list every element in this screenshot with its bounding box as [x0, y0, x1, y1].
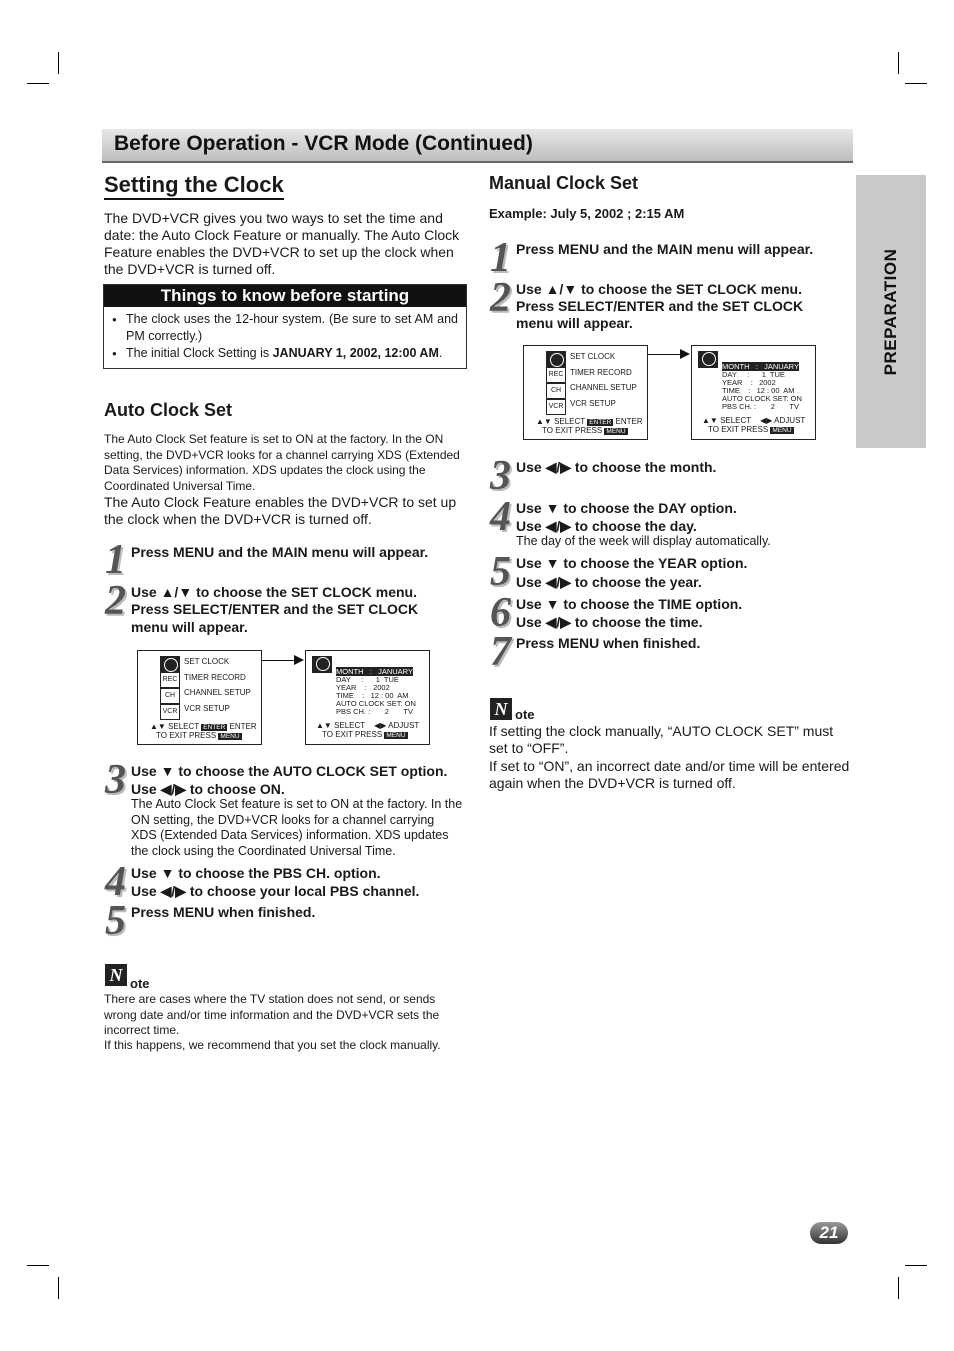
page-number: 21 [810, 1222, 848, 1244]
step-text: Use ▼ to choose the TIME option. [516, 596, 743, 612]
clock-settings: MONTH : JANUARY DAY : 1 TUE YEAR : 2002 TIME : 12 : 00 AM AUTO CLOCK SET: ON PBS CH. : 2 TV [722, 362, 802, 411]
auto-clock-paragraph: The Auto Clock Set feature is set to ON at the factory. In the ON setting, the DVD+VCR looks for a channel carrying XDS (Extended Data Services) information. XDS updates the clock using the Coordinated Universal Time. [104, 432, 460, 493]
step-text: Press SELECT/ENTER and the SET CLOCK [516, 298, 804, 314]
arrow-icon [680, 349, 690, 359]
menu-item: SET CLOCK [184, 657, 230, 666]
arrow-line [262, 660, 296, 661]
arrow-line [648, 354, 682, 355]
arrow-icon [294, 655, 304, 665]
example-text: Example: July 5, 2002 ; 2:15 AM [489, 206, 685, 221]
note-text: If setting the clock manually, “AUTO CLOCK SET” must set to “OFF”. [489, 723, 834, 756]
step-number: 4 [490, 494, 511, 540]
step-text: Press SELECT/ENTER and the SET CLOCK [131, 601, 419, 617]
timer-record-icon: REC [546, 367, 566, 383]
step-text: Use ▼ to choose the DAY option. [516, 500, 737, 516]
list-item-text: The initial Clock Setting is [126, 346, 273, 360]
screen-footer: TO EXIT PRESS MENU [322, 730, 406, 739]
clock-icon [312, 656, 332, 673]
note-label: ote [130, 976, 150, 991]
step-number: 3 [105, 757, 126, 803]
step-number: 3 [490, 453, 511, 499]
menu-item: VCR SETUP [570, 399, 616, 408]
step-text: Use ▲/▼ to choose the SET CLOCK menu. [516, 281, 802, 297]
crop-mark [898, 1277, 899, 1299]
crop-mark [898, 52, 899, 74]
note-text: There are cases where the TV station does not send, or sends wrong date and/or time information and the DVD+VCR sets the incorrect time. [104, 992, 440, 1037]
step-text: Use ◀/▶ to choose your local PBS channel. [131, 883, 420, 899]
intro-text: The DVD+VCR gives you two ways to set the time and date: the Auto Clock Feature or manually. The Auto Clock Feature enables the DVD+VCR to set up the clock when the DVD+VCR is turned off. [104, 210, 460, 277]
screen-footer: ▲▼ SELECT ◀▶ ADJUST [702, 416, 806, 425]
crop-mark [58, 52, 59, 74]
step-subtext: The Auto Clock Set feature is set to ON at the factory. In the ON setting, the DVD+VCR looks for a channel carrying XDS (Extended Data Services) information. XDS updates the clock using the Coordinated Universal Time. [131, 797, 463, 858]
note-text: If this happens, we recommend that you set the clock manually. [104, 1038, 441, 1052]
menu-screen [137, 650, 262, 745]
channel-setup-icon: CH [546, 383, 566, 399]
step-text: Use ◀/▶ to choose the day. [516, 518, 697, 534]
channel-setup-icon: CH [160, 688, 180, 704]
step-number: 1 [490, 235, 511, 281]
menu-item: VCR SETUP [184, 704, 230, 713]
vcr-setup-icon: VCR [546, 399, 566, 415]
clock-screen [305, 650, 430, 745]
menu-screen [523, 345, 648, 440]
crop-mark [27, 83, 49, 84]
screen-footer: TO EXIT PRESS MENU [542, 426, 626, 435]
menu-item: SET CLOCK [570, 352, 616, 361]
step-subtext: The day of the week will display automatically. [516, 534, 771, 548]
page-title: Setting the Clock [104, 172, 284, 200]
screen-footer: TO EXIT PRESS MENU [708, 425, 792, 434]
crop-mark [905, 83, 927, 84]
crop-mark [58, 1277, 59, 1299]
timer-record-icon: REC [160, 672, 180, 688]
note-text: If set to “ON”, an incorrect date and/or time will be entered again when the DVD+VCR is turned off. [489, 758, 850, 791]
clock-screen [691, 345, 816, 440]
step-number: 5 [490, 549, 511, 595]
manual-clock-title: Manual Clock Set [489, 173, 639, 193]
clock-icon [160, 656, 180, 672]
step-text: Use ◀/▶ to choose ON. [131, 781, 285, 797]
note-icon: N [105, 964, 127, 986]
auto-clock-paragraph-2: The Auto Clock Feature enables the DVD+VCR to set up the clock when the DVD+VCR is turned off. [104, 494, 457, 527]
things-title: Things to know before starting [104, 285, 466, 307]
section-title: Before Operation - VCR Mode (Continued) [114, 132, 533, 155]
step-text: Use ◀/▶ to choose the month. [516, 459, 717, 475]
step-text: Use ▼ to choose the YEAR option. [516, 555, 748, 571]
step-text: menu will appear. [516, 315, 633, 331]
step-number: 2 [105, 578, 126, 624]
list-item [126, 345, 458, 362]
menu-item: TIMER RECORD [184, 673, 246, 682]
screen-footer: ▲▼ SELECT ENTER ENTER [150, 722, 257, 731]
menu-item: CHANNEL SETUP [184, 688, 251, 697]
step-text: Use ▼ to choose the AUTO CLOCK SET option. [131, 763, 448, 779]
screen-footer: ▲▼ SELECT ENTER ENTER [536, 417, 643, 426]
step-number: 2 [490, 275, 511, 321]
step-text: menu will appear. [131, 619, 248, 635]
step-text: Press MENU and the MAIN menu will appear. [516, 241, 814, 257]
step-number: 5 [105, 898, 126, 944]
clock-icon [546, 351, 566, 367]
menu-item: CHANNEL SETUP [570, 383, 637, 392]
clock-icon [698, 351, 718, 368]
list-item-text: . [438, 346, 443, 360]
step-text: Press MENU and the MAIN menu will appear. [131, 544, 429, 560]
crop-mark [905, 1265, 927, 1266]
side-tab-label: PREPARATION [881, 248, 900, 375]
clock-settings: MONTH : JANUARY DAY : 1 TUE YEAR : 2002 TIME : 12 : 00 AM AUTO CLOCK SET: ON PBS CH. : 2 TV [336, 667, 416, 716]
step-number: 4 [105, 859, 126, 905]
step-number: 1 [105, 537, 126, 583]
step-text: Use ▲/▼ to choose the SET CLOCK menu. [131, 584, 417, 600]
vcr-setup-icon: VCR [160, 704, 180, 720]
crop-mark [27, 1265, 49, 1266]
section-header [102, 129, 853, 163]
screen-footer: ▲▼ SELECT ◀▶ ADJUST [316, 721, 420, 730]
step-text: Use ◀/▶ to choose the year. [516, 574, 702, 590]
step-text: Press MENU when finished. [516, 635, 701, 651]
screen-footer: TO EXIT PRESS MENU [156, 731, 240, 740]
side-tab [856, 175, 926, 448]
note-icon: N [490, 698, 512, 720]
list-item: ● The clock uses the 12-hour system. (Be sure to set AM and PM correctly.) [126, 311, 458, 345]
list-item-bold: JANUARY 1, 2002, 12:00 AM [272, 346, 439, 360]
step-number: 7 [490, 629, 511, 675]
step-text: Use ◀/▶ to choose the time. [516, 614, 703, 630]
step-text: Use ▼ to choose the PBS CH. option. [131, 865, 381, 881]
note-label: ote [515, 707, 535, 722]
auto-clock-title: Auto Clock Set [104, 400, 233, 420]
step-text: Press MENU when finished. [131, 904, 316, 920]
menu-item: TIMER RECORD [570, 368, 632, 377]
things-list [104, 307, 466, 362]
step-number: 6 [490, 590, 511, 636]
things-to-know-box [103, 284, 467, 369]
